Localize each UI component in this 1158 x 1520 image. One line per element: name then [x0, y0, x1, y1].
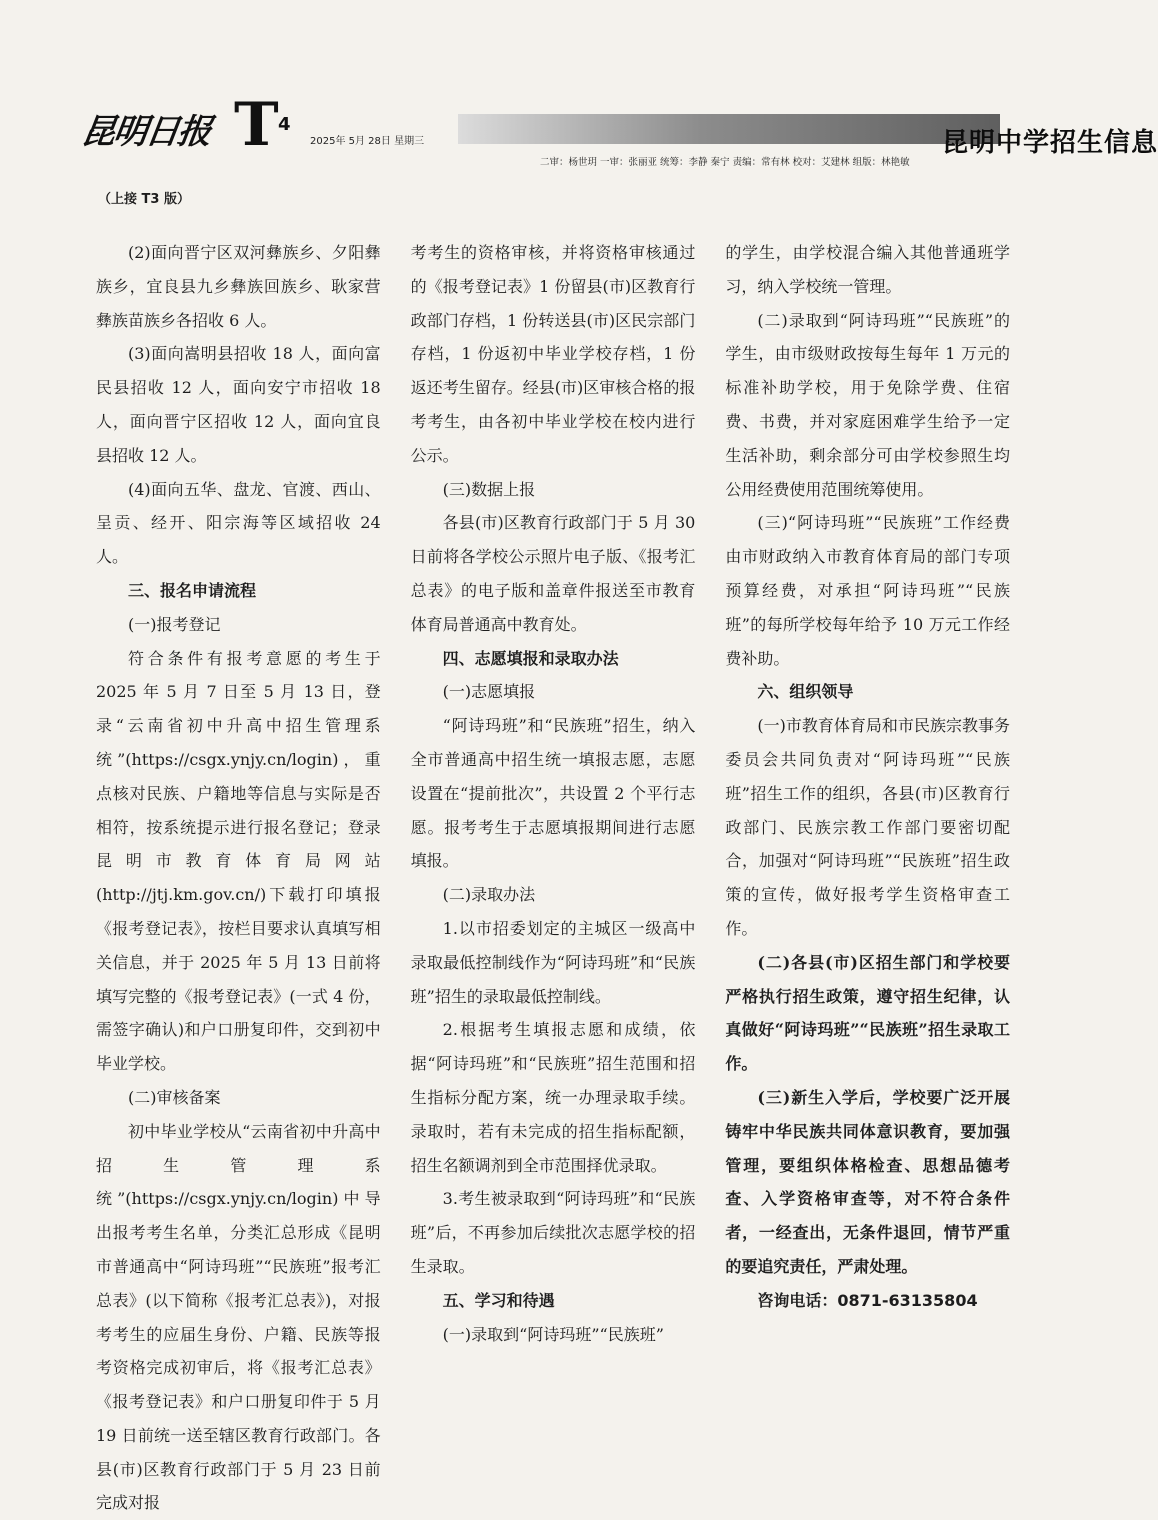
section-banner [458, 114, 1158, 158]
paragraph: “阿诗玛班”和“民族班”招生，纳入全市普通高中招生统一填报志愿，志愿设置在“提前批次”，共设置 2 个平行志愿。报考考生于志愿填报期间进行志愿填报。 [410, 716, 696, 871]
paragraph: (二)录取到“阿诗玛班”“民族班”的学生，由市级财政按每生每年 1 万元的标准补助学校，用于免除学费、住宿费、书费，并对家庭困难学生给予一定生活补助，剩余部分可由学校参照生均公用经费使用范围统筹使用。 [725, 310, 1011, 499]
page-number: 4 [278, 114, 291, 135]
paragraph: 3.考生被录取到“阿诗玛班”和“民族班”后，不再参加后续批次志愿学校的招生录取。 [410, 1189, 696, 1276]
column-3 [725, 236, 1010, 1416]
subheading: (一)志愿填报 [442, 682, 536, 702]
paragraph: 的学生，由学校混合编入其他普通班学习，纳入学校统一管理。 [725, 243, 1011, 296]
paragraph: (3)面向嵩明县招收 18 人，面向富民县招收 12 人，面向安宁市招收 18 人，面向晋宁区招收 12 人，面向宜良县招收 12 人。 [96, 344, 381, 465]
paragraph: (三)新生入学后，学校要广泛开展铸牢中华民族共同体意识教育，要加强管理，要组织体格检查、思想品德考查、入学资格审查等，对不符合条件者，一经查出，无条件退回，情节严重的要追究责任，严肃处理。 [725, 1087, 1011, 1276]
paragraph: (一)录取到“阿诗玛班”“民族班” [442, 1324, 664, 1344]
section-title: 昆明中学招生信息 [942, 128, 1158, 158]
subheading: (三)数据上报 [442, 479, 536, 499]
contact-phone: 咨询电话：0871-63135804 [757, 1290, 978, 1310]
paragraph: (4)面向五华、盘龙、官渡、西山、呈贡、经开、阳宗海等区域招收 24 人。 [96, 479, 381, 567]
paragraph: (一)市教育体育局和市民族宗教事务委员会共同负责对“阿诗玛班”“民族班”招生工作的组织，各县(市)区教育行政部门、民族宗教工作部门要密切配合，加强对“阿诗玛班”“民族班”招生政策的宣传，做好报考学生资格审查工作。 [725, 716, 1011, 938]
paragraph: (二)各县(市)区招生部门和学校要严格执行招生政策，遵守招生纪律，认真做好“阿诗玛班”“民族班”招生录取工作。 [725, 952, 1011, 1074]
editors-credits: 二审：杨世玥 一审：张丽亚 统筹：李静 秦宁 责编：常有林 校对：艾建林 组版：林艳敏 [540, 157, 910, 168]
column-1 [96, 236, 381, 1513]
section-heading: 六、组织领导 [757, 682, 854, 702]
article-columns [96, 236, 1011, 1513]
paragraph: 各县(市)区教育行政部门于 5 月 30 日前将各学校公示照片电子版、《报考汇总表》的电子版和盖章件报送至市教育体育局普通高中教育处。 [410, 513, 696, 634]
paragraph: 2.根据考生填报志愿和成绩，依据“阿诗玛班”和“民族班”招生范围和招生指标分配方案，统一办理录取手续。录取时，若有未完成的招生指标配额，招生名额调剂到全市范围择优录取。 [410, 1020, 696, 1175]
paragraph: (三)“阿诗玛班”“民族班”工作经费由市财政纳入市教育体育局的部门专项预算经费，对承担“阿诗玛班”“民族班”的每所学校每年给予 10 万元工作经费补助。 [725, 513, 1011, 668]
paragraph: (2)面向晋宁区双河彝族乡、夕阳彝族乡，宜良县九乡彝族回族乡、耿家营彝族苗族乡各招收 6 人。 [96, 243, 381, 330]
column-2 [411, 236, 696, 1416]
subheading: (二)审核备案 [128, 1087, 221, 1107]
section-heading: 四、志愿填报和录取办法 [442, 648, 619, 668]
continued-note: （上接 T3 版） [98, 192, 190, 207]
date-line: 2025年 5月 28日 星期三 [310, 136, 425, 147]
paragraph: 初中毕业学校从“云南省初中升高中招生管理系统”(https://csgx.ynjy.cn/login)中导出报考考生名单，分类汇总形成《昆明市普通高中“阿诗玛班”“民族班”报考汇总表》(以下简称《报考汇总表》)，对报考考生的应届生身份、户籍、民族等报考资格完成初审后，将《报考汇总表》《报考登记表》和户口册复印件于 5 月 19 日前统一送至辖区教育行政部门。各县(市)区教育行政部门于 5 月 23 日前完成对报 [96, 1121, 381, 1513]
page-letter: T [234, 90, 279, 160]
newspaper-logo: 昆明日报 [78, 112, 213, 152]
section-heading: 三、报名申请流程 [128, 580, 257, 600]
masthead [78, 90, 1158, 160]
paragraph: 符合条件有报考意愿的考生于 2025 年 5 月 7 日至 5 月 13 日，登录“云南省初中升高中招生管理系统”(https://csgx.ynjy.cn/login)，重点核对民族、户籍地等信息与实际是否相符，按系统提示进行报名登记；登录昆明市教育体育局网站(http://jtj.km.gov.cn/)下载打印填报《报考登记表》，按栏目要求认真填写相关信息，并于 2025 年 5 月 13 日前将填写完整的《报考登记表》(一式 4 份，需签字确认)和户口册复印件，交到初中毕业学校。 [96, 648, 381, 1074]
section-heading: 五、学习和待遇 [442, 1290, 555, 1310]
subheading: (二)录取办法 [442, 885, 536, 905]
paragraph: 1.以市招委划定的主城区一级高中录取最低控制线作为“阿诗玛班”和“民族班”招生的录取最低控制线。 [410, 918, 696, 1006]
subheading: (一)报考登记 [128, 614, 221, 634]
paragraph: 考考生的资格审核，并将资格审核通过的《报考登记表》1 份留县(市)区教育行政部门存档，1 份转送县(市)区民宗部门存档，1 份返初中毕业学校存档，1 份返还考生留存。经县(市)区审核合格的报考考生，由各初中毕业学校在校内进行公示。 [410, 243, 696, 465]
